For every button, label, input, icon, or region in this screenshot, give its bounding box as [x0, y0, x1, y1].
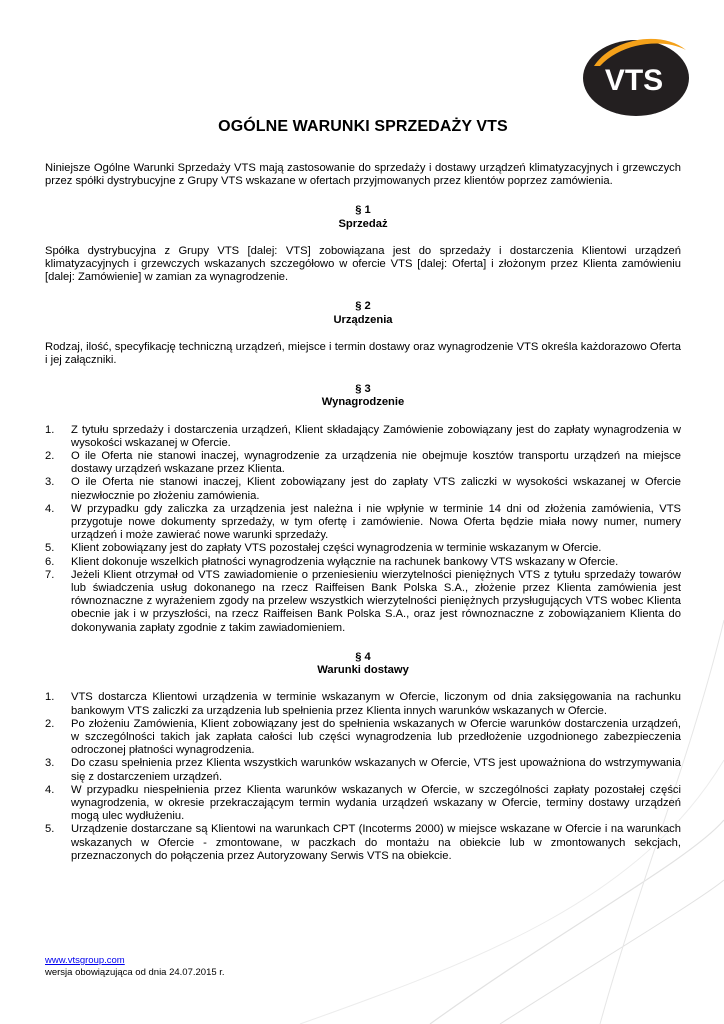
item-number: 5. [45, 823, 55, 836]
item-text: O ile Oferta nie stanowi inaczej, wynagrodzenie za urządzenia nie obejmuje kosztów transportu urządzeń na miejsce dostawy urządzeń wskazane przez Klienta. [71, 450, 681, 476]
list-item [45, 503, 681, 543]
footer [45, 955, 225, 978]
item-text: Klient zobowiązany jest do zapłaty VTS pozostałej części wynagrodzenia w terminie wskazanym w Ofercie. [71, 542, 602, 555]
section-number: § 1 [355, 204, 371, 217]
item-text: W przypadku gdy zaliczka za urządzenia jest należna i nie wpłynie w terminie 14 dni od złożenia zamówienia, VTS przygotuje nowe dokumenty sprzedaży, w tym ofertę i zamówienie. Nowa Oferta będzie miała nowy numer, numery urządzeń i może zawierać nowe warunki sprzedaży. [71, 502, 681, 542]
section-2-text: Rodzaj, ilość, specyfikację techniczną urządzeń, miejsce i termin dostawy oraz wynagrodzenie VTS określa każdorazowo Oferta i jej załączniki. [45, 340, 681, 367]
list-item [45, 691, 681, 717]
item-number: 3. [45, 476, 55, 489]
section-number: § 2 [355, 300, 371, 313]
section-number: § 3 [355, 383, 371, 396]
list-item [45, 823, 681, 863]
page-title: OGÓLNE WARUNKI SPRZEDAŻY VTS [218, 118, 508, 135]
item-number: 3. [45, 757, 55, 770]
website-link[interactable]: www.vtsgroup.com [45, 955, 125, 966]
section-1-heading [45, 204, 681, 230]
section-3-heading [45, 383, 681, 409]
list-item [45, 476, 681, 502]
item-text: Jeżeli Klient otrzymał od VTS zawiadomienie o przeniesieniu wierzytelności pieniężnych VTS z tytułu sprzedaży towarów lub świadczenia usług dokonanego na rzecz Raiffeisen Bank Polska S.A., złożenie przez Klienta zamówienia jest równoznaczne z wyrażeniem zgody na przelew wszystkich wierzytelności pieniężnych przysługujących VTS wobec Klienta obecnie jak i w przyszłości, na rzecz Raiffeisen Bank Polska S.A., oraz jest równoznaczne z zobowiązaniem Klienta do dokonywania zapłaty zgodnie z takim zawiadomieniem. [71, 568, 681, 634]
item-number: 5. [45, 542, 55, 555]
item-text: Po złożeniu Zamówienia, Klient zobowiązany jest do spełnienia wskazanych w Ofercie warunków dostarczenia urządzeń, w szczególności takich jak zapłata całości lub części wynagrodzenia lub przedłożenie uzgodnionego zabezpieczenia odroczonej płatności wynagrodzenia. [71, 717, 681, 757]
list-item [45, 569, 681, 635]
item-number: 4. [45, 783, 55, 796]
section-title: Sprzedaż [338, 217, 388, 230]
item-text: VTS dostarcza Klientowi urządzenia w terminie wskazanym w Ofercie, liczonym od dnia zaksięgowania na rachunku bankowym VTS zaliczki za urządzenia lub spełnienia przez Klienta innych warunków wskazanych w Ofercie. [71, 691, 681, 717]
item-text: Klient dokonuje wszelkich płatności wynagrodzenia wyłącznie na rachunek bankowy VTS wskazany w Ofercie. [71, 555, 619, 568]
item-number: 2. [45, 717, 55, 730]
list-item [45, 784, 681, 824]
list-item [45, 542, 681, 555]
item-text: Urządzenie dostarczane są Klientowi na warunkach CPT (Incoterms 2000) w miejsce wskazane w Ofercie i na warunkach wskazanych w Ofercie - zmontowane, w paczkach do montażu na obiekcie lub w zmontowanych sekcjach, przeznaczonych do połączenia przez Autoryzowany Serwis VTS na obiekcie. [71, 823, 681, 862]
list-item [45, 450, 681, 476]
item-number: 7. [45, 568, 55, 581]
item-number: 2. [45, 450, 55, 463]
item-number: 4. [45, 502, 55, 515]
vts-logo [578, 32, 690, 118]
intro-paragraph: Niniejsze Ogólne Warunki Sprzedaży VTS mają zastosowanie do sprzedaży i dostawy urządzeń klimatyzacyjnych i grzewczych przez spółki dystrybucyjne z Grupy VTS wskazane w ofertach przyjmowanych przez klientów poprzez zamówienia. [45, 162, 681, 188]
item-text: O ile Oferta nie stanowi inaczej, Klient zobowiązany jest do zapłaty VTS zaliczki w wysokości wskazanej w Ofercie niezwłocznie po złożeniu zamówienia. [71, 476, 681, 502]
list-item [45, 757, 681, 783]
section-1-text: Spółka dystrybucyjna z Grupy VTS [dalej: VTS] zobowiązana jest do sprzedaży i dostarczenia Klientowi urządzeń klimatyzacyjnych i grzewczych wskazanych szczegółowo w ofercie VTS [dalej: Oferta] i złożonym przez Klienta zamówieniu [dalej: Zamówienie] w zamian za wynagrodzenie. [45, 244, 681, 284]
item-number: 1. [45, 423, 55, 436]
list-item [45, 424, 681, 450]
item-text: Z tytułu sprzedaży i dostarczenia urządzeń, Klient składający Zamówienie zobowiązany jest do zapłaty wynagrodzenia w wysokości wskazanej w Ofercie. [71, 423, 681, 449]
section-title: Warunki dostawy [317, 664, 409, 677]
list-item [45, 556, 681, 569]
section-title: Urządzenia [333, 313, 393, 326]
list-item [45, 718, 681, 758]
item-number: 1. [45, 691, 55, 704]
section-4-heading [45, 651, 681, 677]
section-3-list [45, 424, 681, 635]
logo-text: VTS [604, 64, 664, 97]
item-number: 6. [45, 555, 55, 568]
document-body [45, 118, 681, 863]
section-2-heading [45, 300, 681, 326]
version-text: wersja obowiązująca od dnia 24.07.2015 r. [45, 966, 225, 978]
section-4-list [45, 691, 681, 863]
item-text: W przypadku niespełnienia przez Klienta warunków wskazanych w Ofercie, w szczególności zapłaty pozostałej części wynagrodzenia, w okresie przekraczającym termin wydania urządzeń wskazany w Ofercie, terminy dostawy urządzeń mogą ulec wydłużeniu. [71, 783, 681, 823]
item-text: Do czasu spełnienia przez Klienta wszystkich warunków wskazanych w Ofercie, VTS jest upoważniona do wstrzymywania się z dostarczeniem urządzeń. [71, 757, 681, 783]
section-title: Wynagrodzenie [321, 396, 405, 409]
section-number: § 4 [355, 650, 371, 663]
